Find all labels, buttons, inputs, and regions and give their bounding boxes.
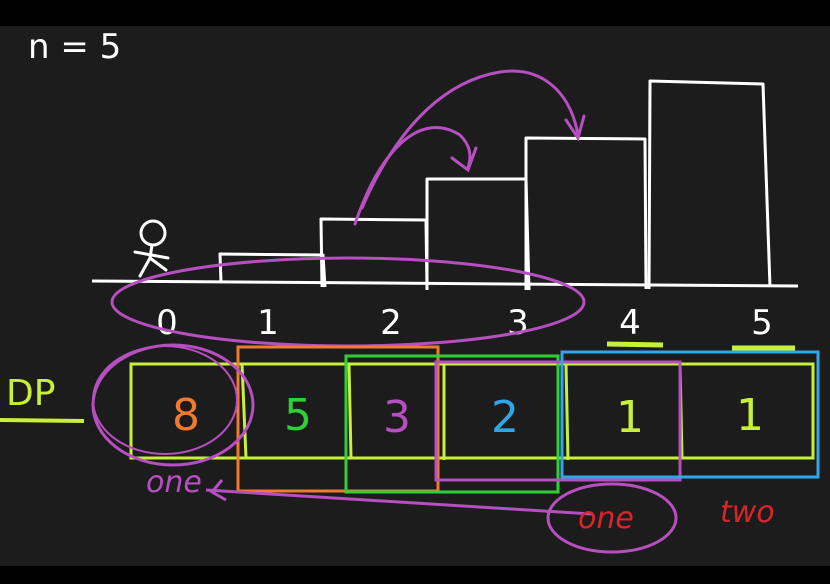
step-number: 2 <box>380 303 402 343</box>
step-number: 0 <box>156 303 178 343</box>
step-number: 1 <box>257 303 279 343</box>
underline-step-4 <box>607 344 663 345</box>
dp-value: 1 <box>736 390 764 441</box>
title-text: n = 5 <box>28 27 122 67</box>
board <box>0 26 830 566</box>
note-one-right: one <box>578 501 634 536</box>
dp-value: 5 <box>284 390 312 441</box>
dp-value: 3 <box>383 392 411 443</box>
step-number: 5 <box>751 303 773 343</box>
dp-value: 1 <box>616 392 644 443</box>
dp-divider <box>349 364 351 458</box>
step-number: 4 <box>619 303 641 343</box>
note-one-left: one <box>146 465 202 500</box>
dp-value: 2 <box>491 392 519 443</box>
dp-value: 8 <box>172 390 200 441</box>
dp-label: DP <box>6 373 56 414</box>
note-two: two <box>720 495 775 530</box>
dp-underline <box>0 420 84 421</box>
step-number: 3 <box>507 303 529 343</box>
dp-divider <box>566 364 568 460</box>
